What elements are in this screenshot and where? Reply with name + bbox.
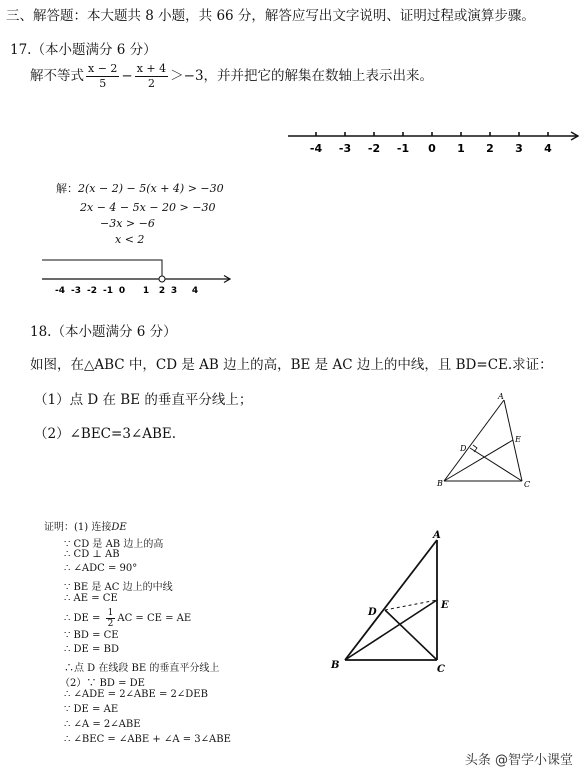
label-d: D	[460, 444, 467, 453]
proof-line	[60, 674, 145, 689]
proof-line-text: ∵ BE 是 AC 边上的中线	[64, 582, 173, 593]
proof-line-text: ∴ CD ⊥ AB	[64, 549, 120, 560]
right-angle-mark	[473, 445, 477, 452]
q17-prompt-post: ＞−3，并并把它的解集在数轴上表示出来。	[170, 68, 434, 84]
proof-line	[64, 593, 118, 604]
proof-label	[44, 518, 127, 533]
proof-line	[64, 644, 119, 655]
q17-frac1	[86, 62, 119, 91]
axis1-tick-label: -3	[338, 142, 352, 155]
proof-label-c: C	[437, 664, 445, 675]
proof-line	[64, 563, 137, 574]
open-circle	[159, 276, 165, 282]
proof-line	[64, 659, 219, 674]
axis1-tick-label: -1	[396, 142, 410, 155]
axis2-tick-label: 4	[191, 286, 199, 296]
axis2-tick-label: 0	[118, 286, 126, 296]
label-e: E	[515, 435, 521, 444]
proof-half-tail: AC = CE = AE	[117, 613, 192, 624]
proof-line	[64, 549, 120, 560]
side-ab	[444, 400, 504, 481]
proof-line-text: ∴ DE =	[64, 613, 104, 624]
proof-side-ab	[345, 540, 437, 660]
q18-title: 18.（本小题满分 6 分）	[30, 324, 177, 340]
proof-line	[64, 630, 119, 641]
proof-label-var: DE	[111, 522, 127, 533]
axis2-tick-label: 2	[158, 286, 166, 296]
proof-label-e: E	[441, 600, 449, 611]
proof-label-b: B	[331, 660, 340, 671]
q17-solution-number-line	[42, 256, 242, 306]
proof-half-den: 2	[107, 619, 114, 629]
axis1-tick-label: 2	[486, 142, 494, 155]
axis2-tick-label: 3	[170, 286, 178, 296]
q17-solution-step3: −3x > −6	[100, 217, 155, 230]
q18-triangle-figure	[432, 390, 552, 495]
q17-prompt-pre: 解不等式	[30, 68, 84, 84]
q18-part2: （2）∠BEC=3∠ABE.	[34, 426, 177, 442]
proof-line-text: ∵ DE = AE	[64, 704, 119, 715]
q17-frac2-num: x + 4	[136, 62, 167, 75]
watermark: 头条 @智学小课堂	[464, 753, 573, 768]
proof-line-text: ∴ DE = BD	[64, 644, 119, 655]
proof-line	[64, 689, 208, 700]
proof-half-fraction	[106, 608, 116, 629]
q17-solution-label: 解：	[56, 182, 78, 195]
proof-line-text: ∴ ∠ADC = 90°	[64, 563, 138, 574]
q17-solution-line1	[56, 180, 224, 196]
q17-minus: −	[121, 68, 133, 84]
proof-line	[64, 578, 173, 593]
proof-line-text: ∴ ∠ADE = 2∠ABE = 2∠DEB	[64, 689, 208, 700]
median-be	[444, 440, 513, 481]
proof-line	[64, 734, 231, 745]
altitude-cd	[470, 448, 522, 481]
axis1-tick-label: 3	[515, 142, 523, 155]
q17-solution-step4: x < 2	[115, 233, 145, 246]
axis2-tick-label: -2	[87, 286, 97, 296]
axis1-tick-label: 1	[457, 142, 465, 155]
proof-line-text: ∴ AE = CE	[64, 593, 118, 604]
label-a: A	[498, 392, 504, 401]
q18-prompt: 如图，在△ABC 中，CD 是 AB 边上的高，BE 是 AC 边上的中线，且 BD=CE.求证：	[30, 357, 553, 373]
axis2-tick-label: -3	[71, 286, 81, 296]
proof-line	[64, 608, 191, 629]
q17-title: 17.（本小题满分 6 分）	[10, 42, 157, 58]
proof-line-text: ∴点 D 在线段 BE 的垂直平分线上	[64, 663, 220, 674]
proof-line-text: ∵ CD 是 AB 边上的高	[64, 539, 164, 550]
proof-line	[64, 719, 141, 730]
proof-triangle-figure	[325, 530, 475, 680]
axis1-tick-label: 0	[428, 142, 436, 155]
q17-frac2	[135, 62, 168, 91]
q17-frac2-den: 2	[147, 77, 155, 90]
solution-ray	[42, 260, 162, 276]
axis2-tick-label: 1	[142, 286, 150, 296]
label-b: B	[437, 479, 443, 488]
section-header: 三、解答题：本大题共 8 小题，共 66 分，解答应写出文字说明、证明过程或演算步骤。	[6, 8, 535, 24]
proof-label-text: 证明：(1) 连接	[44, 522, 112, 533]
axis1-tick-label: -2	[367, 142, 381, 155]
axis1-tick-label: 4	[544, 142, 552, 155]
axis2-tick-label: -1	[103, 286, 113, 296]
q17-number-line	[288, 128, 585, 168]
proof-line-text: ∴ ∠A = 2∠ABE	[64, 719, 141, 730]
q17-solution-step1: 2(x − 2) − 5(x + 4) > −30	[78, 182, 224, 195]
q18-part1: （1）点 D 在 BE 的垂直平分线上；	[34, 392, 253, 408]
proof-line	[64, 704, 118, 715]
proof-line-text: ∴ ∠BEC = ∠ABE + ∠A = 3∠ABE	[64, 734, 231, 745]
proof-half-num: 1	[107, 608, 114, 618]
q17-prompt	[30, 62, 433, 91]
label-c: C	[524, 480, 531, 489]
q17-solution-step2: 2x − 4 − 5x − 20 > −30	[80, 201, 216, 214]
q17-frac1-den: 5	[99, 77, 107, 90]
proof-label-d: D	[368, 607, 377, 618]
proof-line	[64, 535, 163, 550]
proof-label-a: A	[433, 530, 441, 541]
proof-line-text: （2）∵ BD = DE	[60, 678, 145, 689]
axis1-tick-label: -4	[309, 142, 323, 155]
axis2-tick-label: -4	[55, 286, 65, 296]
q17-frac1-num: x − 2	[88, 62, 118, 75]
proof-line-text: ∵ BD = CE	[64, 630, 119, 641]
